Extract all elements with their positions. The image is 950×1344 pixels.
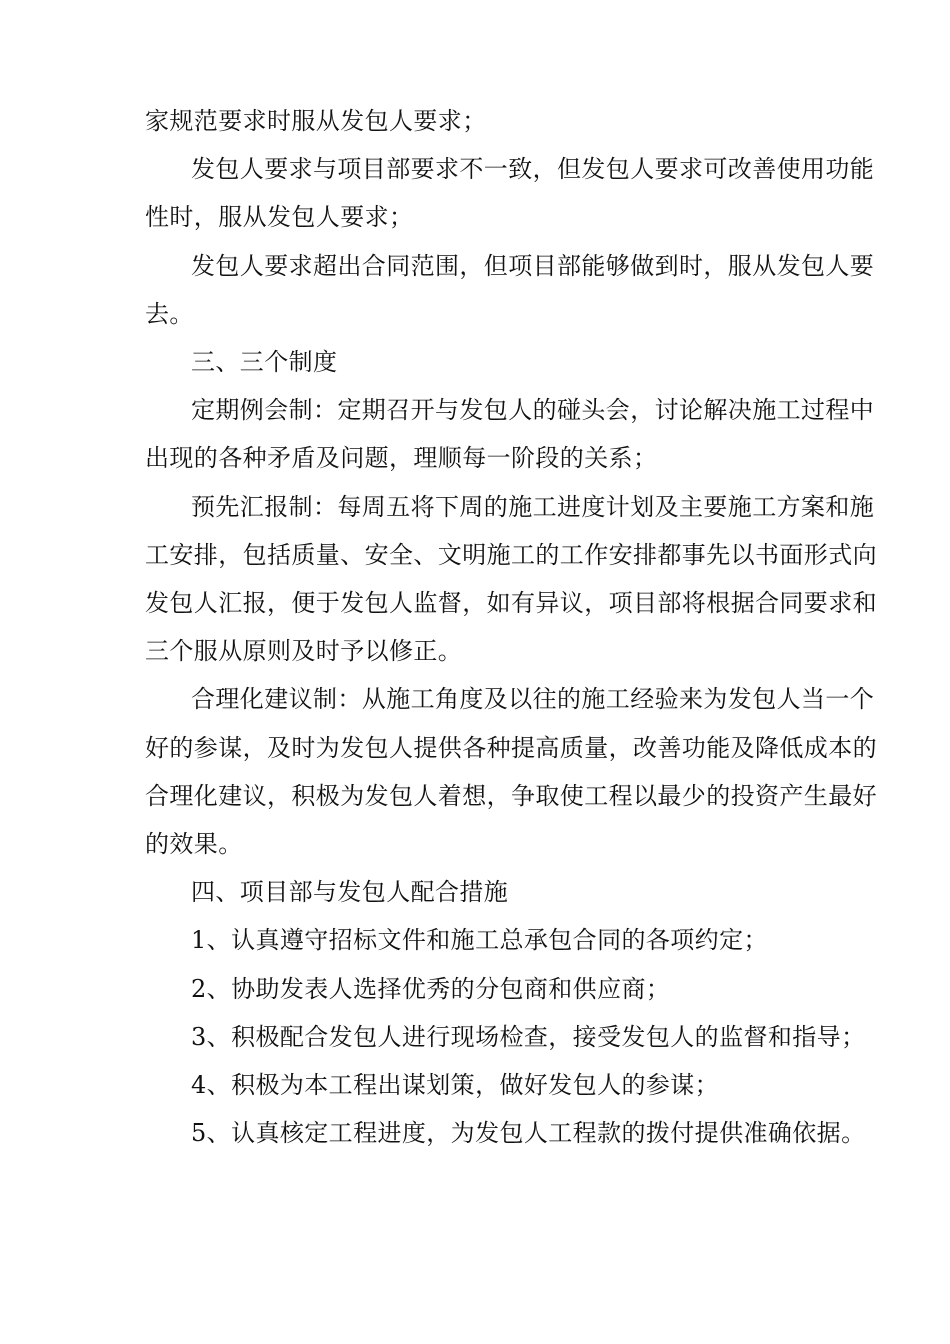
- paragraph-line: 发包人汇报，便于发包人监督，如有异议，项目部将根据合同要求和: [145, 589, 877, 618]
- paragraph-line: 性时，服从发包人要求；: [145, 203, 414, 232]
- paragraph-line: 预先汇报制：每周五将下周的施工进度计划及主要施工方案和施: [191, 492, 875, 521]
- paragraph-line: 定期例会制：定期召开与发包人的碰头会，讨论解决施工过程中: [191, 396, 875, 425]
- paragraph-line: 去。: [145, 299, 194, 328]
- document-body: [145, 97, 877, 1157]
- section-heading: 三、三个制度: [191, 348, 338, 377]
- paragraph-line: 合理化建议，积极为发包人着想，争取使工程以最少的投资产生最好: [145, 781, 877, 810]
- list-item: 5、认真核定工程进度，为发包人工程款的拨付提供准确依据。: [191, 1119, 866, 1148]
- paragraph-line: 出现的各种矛盾及问题，理顺每一阶段的关系；: [145, 444, 658, 473]
- paragraph-line: 发包人要求与项目部要求不一致，但发包人要求可改善使用功能: [191, 155, 875, 184]
- list-item: 2、协助发表人选择优秀的分包商和供应商；: [191, 974, 671, 1003]
- paragraph-line: 发包人要求超出合同范围，但项目部能够做到时，服从发包人要: [191, 251, 875, 280]
- paragraph-line: 的效果。: [145, 830, 243, 859]
- paragraph-line: 工安排，包括质量、安全、文明施工的工作安排都事先以书面形式向: [145, 540, 877, 569]
- paragraph-line: 三个服从原则及时予以修正。: [145, 637, 463, 666]
- paragraph-line: 合理化建议制：从施工角度及以往的施工经验来为发包人当一个: [191, 685, 875, 714]
- list-item: 3、积极配合发包人进行现场检查，接受发包人的监督和指导；: [191, 1022, 866, 1051]
- section-heading: 四、项目部与发包人配合措施: [191, 878, 509, 907]
- paragraph-line: 好的参谋，及时为发包人提供各种提高质量，改善功能及降低成本的: [145, 733, 877, 762]
- list-item: 4、积极为本工程出谋划策，做好发包人的参谋；: [191, 1071, 720, 1100]
- list-item: 1、认真遵守招标文件和施工总承包合同的各项约定；: [191, 926, 768, 955]
- paragraph-line: 家规范要求时服从发包人要求；: [145, 107, 487, 135]
